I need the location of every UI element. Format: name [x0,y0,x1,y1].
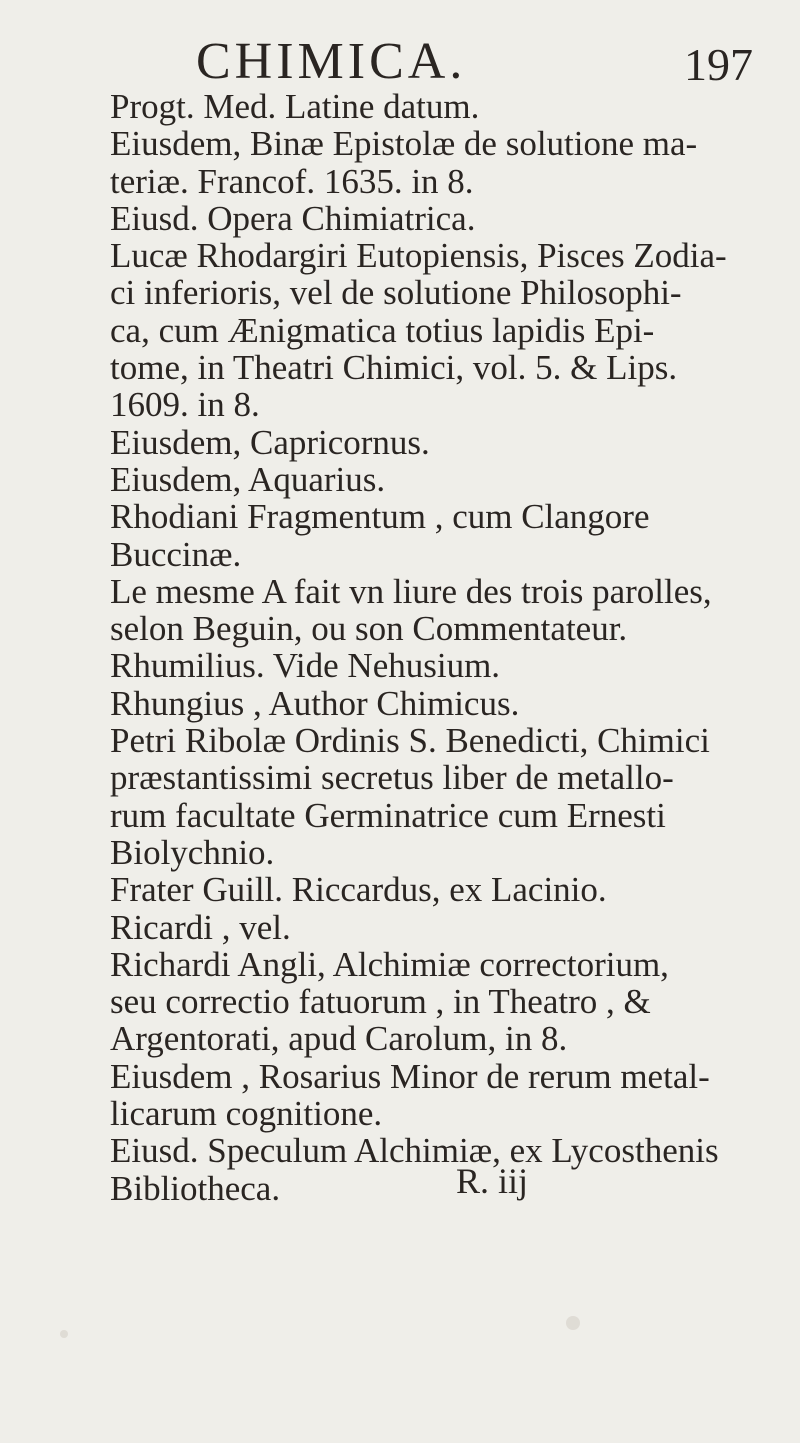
page-header [0,24,800,94]
entry-line: licarum cognitione. [110,1094,383,1134]
ink-spot [566,1316,580,1330]
entry-line: Biolychnio. [110,832,275,872]
entry-line: 1609. in 8. [110,385,260,425]
entry-line: Argentorati, apud Carolum, in 8. [110,1019,568,1059]
bibliography-entry [110,722,740,871]
bibliography-entry [110,125,740,200]
signature-mark: R. iij [456,1161,529,1201]
entry-line: Le mesme A fait vn liure des trois parolles, [110,571,712,611]
entry-line: Eiusdem, Binæ Epistolæ de solutione ma- [110,124,698,164]
bibliography-entries [110,88,740,1207]
bibliography-entry [110,1058,740,1133]
entry-line: ci inferioris, vel de solutione Philosophi- [110,273,682,313]
page-number: 197 [684,39,753,90]
entry-line: præstantissimi secretus liber de metallo- [110,758,674,798]
entry-line: teriæ. Francof. 1635. in 8. [110,161,474,201]
entry-line: Bibliotheca. [110,1168,281,1208]
bibliography-entry [110,685,740,722]
ink-spot [60,1330,68,1338]
running-title: CHIMICA. [196,33,467,90]
bibliography-entry [110,1132,740,1207]
entry-line: Eiusdem, Capricornus. [110,422,430,462]
bibliography-entry [110,461,740,498]
entry-line: Eiusdem, Aquarius. [110,459,386,499]
entry-line: Eiusd. Speculum Alchimiæ, ex Lycosthenis [110,1131,719,1171]
entry-line: rum facultate Germinatrice cum Ernesti [110,795,666,835]
entry-line: Rhungius , Author Chimicus. [110,683,520,723]
entry-line: seu correctio fatuorum , in Theatro , & [110,982,651,1022]
entry-line: Frater Guill. Riccardus, ex Lacinio. [110,870,607,910]
entry-line: selon Beguin, ou son Commentateur. [110,609,628,649]
bibliography-entry [110,498,740,573]
bibliography-entry [110,424,740,461]
bibliography-entry [110,946,740,1058]
bibliography-entry [110,871,740,908]
entry-line: Rhumilius. Vide Nehusium. [110,646,501,686]
entry-line: Eiusd. Opera Chimiatrica. [110,198,476,238]
entry-line: Progt. Med. Latine datum. [110,87,480,126]
entry-line: Lucæ Rhodargiri Eutopiensis, Pisces Zodia- [110,236,727,276]
bibliography-entry [110,573,740,648]
entry-line: Eiusdem , Rosarius Minor de rerum metal- [110,1056,710,1096]
entry-line: Buccinæ. [110,534,242,574]
entry-line: ca, cum Ænigmatica totius lapidis Epi- [110,310,655,350]
bibliography-entry [110,647,740,684]
bibliography-entry [110,200,740,237]
entry-line: Petri Ribolæ Ordinis S. Benedicti, Chimici [110,721,710,761]
bibliography-entry [110,237,740,423]
entry-line: tome, in Theatri Chimici, vol. 5. & Lips. [110,348,678,388]
entry-line: Ricardi , vel. [110,907,291,947]
bibliography-entry [110,909,740,946]
entry-line: Richardi Angli, Alchimiæ correctorium, [110,944,669,984]
bibliography-entry [110,88,740,125]
entry-line: Rhodiani Fragmentum , cum Clangore [110,497,650,537]
